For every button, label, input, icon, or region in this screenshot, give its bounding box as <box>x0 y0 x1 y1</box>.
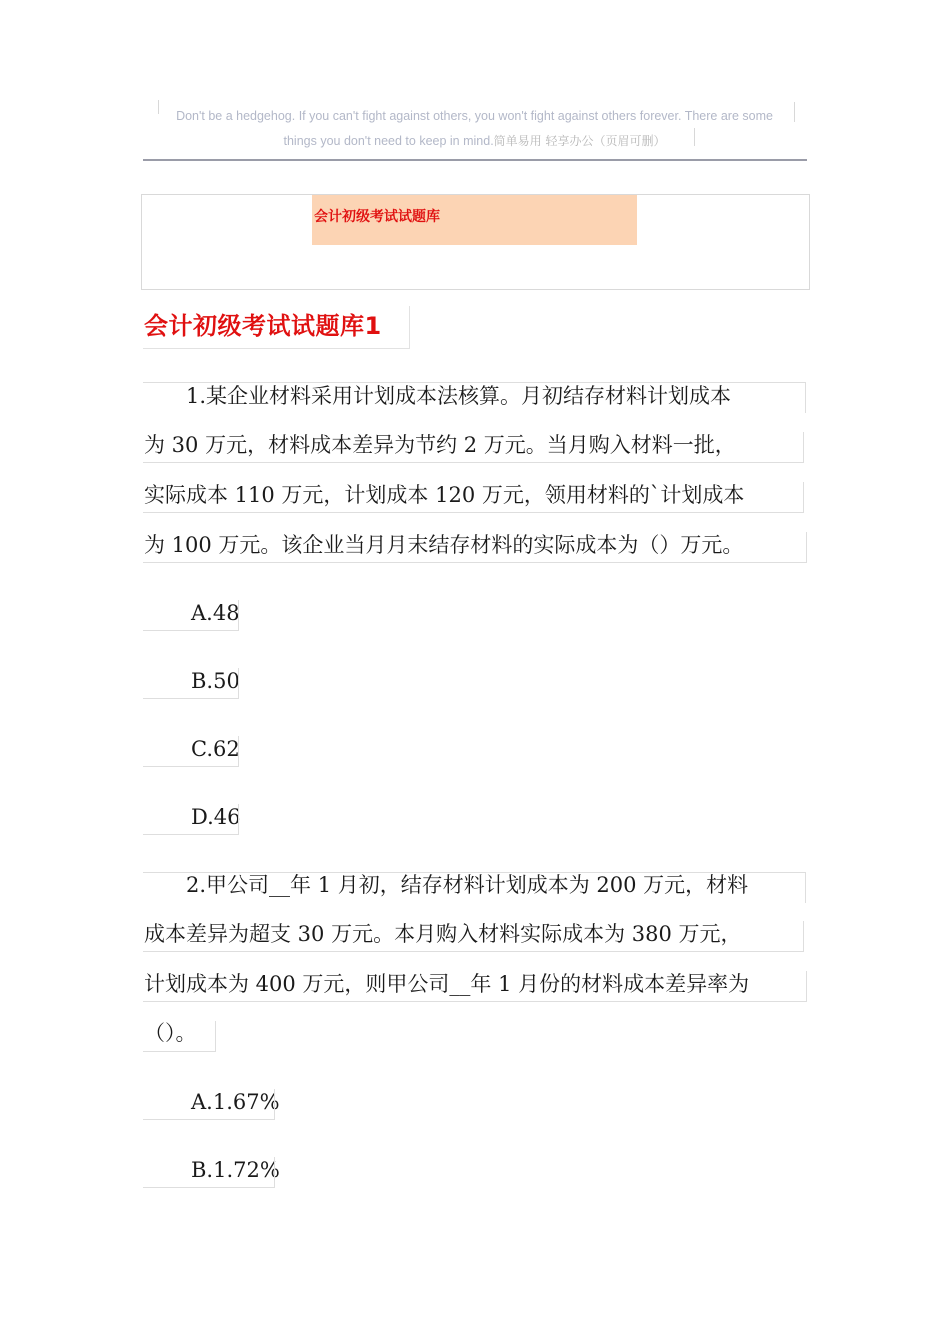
question-2-line-4: （）。 <box>144 1021 197 1045</box>
header-crop-mark-left <box>158 100 159 114</box>
line-guide <box>143 382 806 413</box>
question-1-line-1: 1.某企业材料采用计划成本法核算。月初结存材料计划成本 <box>144 384 732 408</box>
header-note-line1: Don't be a hedgehog. If you can't fight against others, you won't fight against others forever. There are some <box>176 109 773 123</box>
title-guide-right <box>409 306 410 349</box>
cover-title-band <box>312 195 637 245</box>
header-crop-mark-line2 <box>694 128 695 146</box>
question-1-option-b: B.50 <box>191 669 240 693</box>
question-2-option-a: A.1.67% <box>191 1090 280 1114</box>
document-title: 会计初级考试试题库1 <box>144 312 382 340</box>
question-2-line-3: 计划成本为 400 万元，则甲公司__年 1 月份的材料成本差异率为 <box>144 972 750 996</box>
header-crop-mark-right <box>794 102 795 122</box>
line-guide <box>143 432 804 463</box>
line-guide <box>143 482 804 513</box>
header-note-en: things you don't need to keep in mind. <box>283 134 494 148</box>
question-2-option-b: B.1.72% <box>191 1158 280 1182</box>
question-1-line-4: 为 100 万元。该企业当月月末结存材料的实际成本为（）万元。 <box>144 533 744 557</box>
cover-title: 会计初级考试试题库 <box>314 209 440 225</box>
header-rule <box>143 159 807 161</box>
question-1-option-c: C.62 <box>191 737 240 761</box>
line-guide <box>143 532 807 563</box>
header-note-cn: 简单易用 轻享办公（页眉可删） <box>493 134 666 148</box>
line-guide <box>143 668 239 699</box>
line-guide <box>143 971 807 1002</box>
header-note-line2 <box>143 129 806 154</box>
question-1-line-2: 为 30 万元，材料成本差异为节约 2 万元。当月购入材料一批， <box>144 433 736 457</box>
line-guide <box>143 872 806 903</box>
line-guide <box>143 1089 275 1120</box>
question-2-line-2: 成本差异为超支 30 万元。本月购入材料实际成本为 380 万元， <box>144 922 742 946</box>
line-guide <box>143 736 239 767</box>
question-2-line-1: 2.甲公司__年 1 月初，结存材料计划成本为 200 万元，材料 <box>144 873 749 897</box>
header-note <box>143 104 806 154</box>
line-guide <box>143 804 239 835</box>
line-guide <box>143 1157 275 1188</box>
question-1-line-3: 实际成本 110 万元，计划成本 120 万元，领用材料的`计划成本 <box>144 483 745 507</box>
line-guide <box>143 921 804 952</box>
line-guide <box>143 1021 216 1052</box>
title-guide-bottom <box>143 348 409 349</box>
question-1-option-d: D.46 <box>191 805 241 829</box>
line-guide <box>143 600 239 631</box>
question-1-option-a: A.48 <box>191 601 240 625</box>
